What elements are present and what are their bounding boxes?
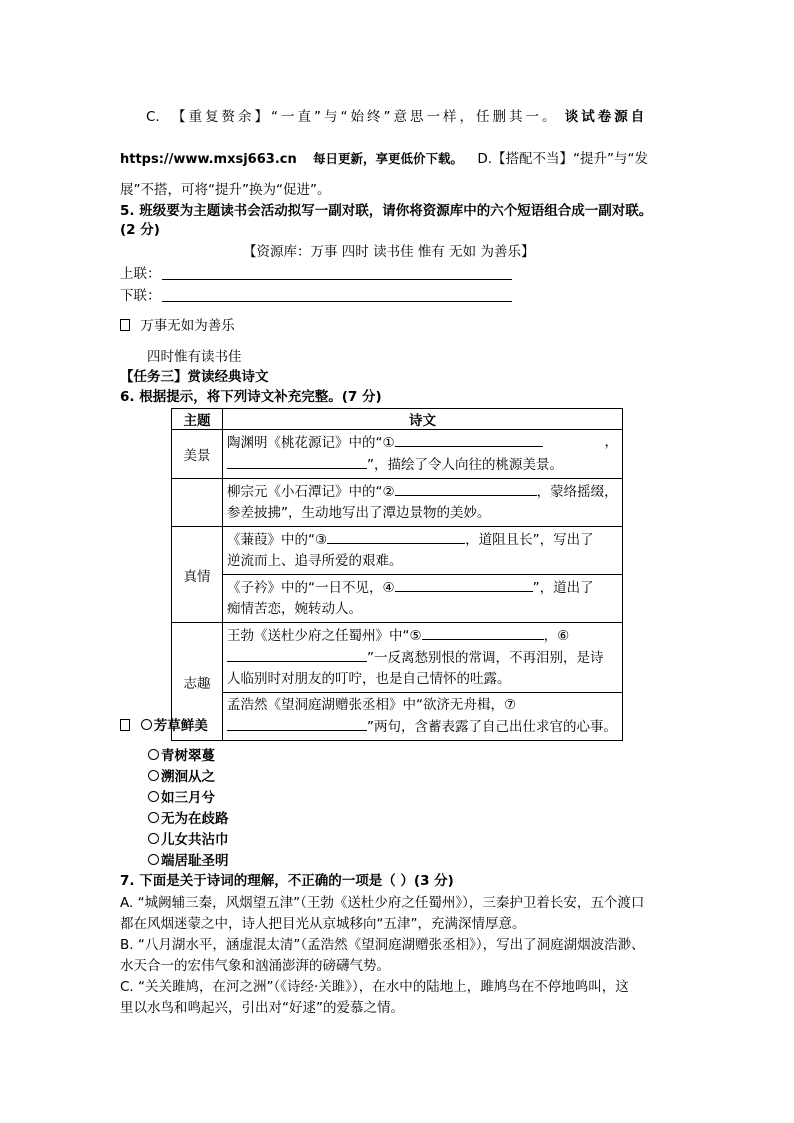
- poem-text: ”，描绘了令人向往的桃源美景。: [367, 457, 563, 473]
- circle-icon: [148, 791, 159, 802]
- answer-5-upper: 万事无如为善乐: [140, 318, 235, 334]
- blank-4[interactable]: [395, 577, 533, 592]
- upper-couplet-label: 上联：: [120, 266, 161, 282]
- answer-6-line1: [120, 716, 208, 736]
- circle-icon: [148, 812, 159, 823]
- poem-text: ”一反离愁别恨的常调，不再泪别，是诗: [367, 650, 604, 666]
- option-b-line2: 水天合一的宏伟气象和汹涌澎湃的磅礴气势。: [120, 958, 390, 974]
- header-topic: 主题: [172, 409, 223, 430]
- answer-6-item-row: [148, 809, 229, 829]
- source-url[interactable]: https://www.mxsj663.cn: [120, 152, 297, 167]
- circle-icon: [148, 854, 159, 865]
- poem-text: 人临别时对朋友的叮咛，也是自己情怀的吐露。: [227, 671, 511, 687]
- answer-6-item-row: [148, 851, 229, 871]
- poem-text: ”，道出了: [532, 580, 594, 596]
- poem-cell: [223, 527, 623, 575]
- url-line: [120, 149, 648, 170]
- poem-text: 《蒹葭》中的“③: [227, 532, 328, 548]
- poem-text: 逆流而上、追寻所爱的艰难。: [227, 553, 403, 569]
- answer-6-item: 青树翠蔓: [161, 748, 215, 764]
- table-row: [172, 430, 623, 479]
- answer-6-item-row: [148, 746, 215, 766]
- poem-cell: [223, 575, 623, 623]
- topic-cell: 真情: [172, 527, 223, 623]
- option-c7-line2: 里以水鸟和鸣起兴，引出对“好逑”的爱慕之情。: [120, 1000, 404, 1016]
- option-c7-line1: C. “关关雎鸠，在河之洲”（《诗经·关雎》），在水中的陆地上，雎鸠鸟在不停地鸣叫，这: [120, 979, 629, 995]
- option-c-line: [146, 107, 647, 127]
- answer-6-item: 溯洄从之: [161, 769, 215, 785]
- upper-couplet-blank[interactable]: [162, 279, 512, 280]
- option-b-line1: B. “八月湖水平，涵虚混太清”（孟浩然《望洞庭湖赠张丞相》），写出了洞庭湖烟波浩渺、: [120, 937, 645, 953]
- promo-update-text: 每日更新，享更低价下载。: [313, 151, 464, 166]
- answer-6-item-row: [148, 767, 215, 787]
- poem-text: ，道阻且长”，写出了: [465, 532, 594, 548]
- circle-icon: [148, 770, 159, 781]
- answer-6-item: 端居耻圣明: [161, 853, 229, 869]
- topic-cell-empty: [172, 479, 223, 527]
- poem-text: 王勃《送杜少府之任蜀州》中“⑤: [227, 628, 422, 644]
- poem-text: 孟浩然《望洞庭湖赠张丞相》中“欲济无舟楫，⑦: [227, 697, 517, 713]
- option-a-line1: A. “城阙辅三秦，风烟望五津”（王勃《送杜少府之任蜀州》），三秦护卫着长安，五个渡口: [120, 895, 645, 911]
- lower-couplet-blank[interactable]: [162, 301, 512, 302]
- answer-marker-icon: [120, 319, 130, 331]
- blank-3[interactable]: [327, 529, 465, 544]
- answer-6-item: 如三月兮: [161, 790, 215, 806]
- poem-table: [171, 408, 623, 741]
- question-5-score: (2 分): [120, 222, 160, 238]
- answer-6-item-row: [148, 788, 215, 808]
- table-header-row: [172, 409, 623, 430]
- answer-5-lower: 四时惟有读书佳: [147, 349, 242, 365]
- resource-bank: 【资源库：万事 四时 读书佳 惟有 无如 为善乐】: [243, 244, 535, 260]
- question-5-title: 5. 班级要为主题读书会活动拟写一副对联，请你将资源库中的六个短语组合成一副对联。: [120, 203, 653, 219]
- blank-1-cont[interactable]: [227, 454, 367, 469]
- poem-text: ，: [604, 434, 618, 450]
- poem-text: ”两句，含蓄表露了自己出仕求官的心事。: [367, 719, 617, 735]
- poem-cell: [223, 623, 623, 693]
- table-row: [172, 575, 623, 623]
- blank-1[interactable]: [395, 432, 543, 447]
- option-c-prefix: C.: [146, 109, 160, 125]
- promo-text: 谈试卷源自: [564, 109, 648, 125]
- blank-5[interactable]: [422, 625, 544, 640]
- circle-icon: [141, 719, 152, 730]
- blank-6[interactable]: [227, 647, 367, 662]
- blank-7[interactable]: [227, 716, 367, 731]
- table-row: [172, 693, 623, 741]
- lower-couplet-label: 下联：: [120, 288, 161, 304]
- answer-6-item: 儿女共沾巾: [161, 832, 229, 848]
- table-row: [172, 479, 623, 527]
- option-a-line2: 都在风烟迷蒙之中，诗人把目光从京城移向“五津”，充满深情厚意。: [120, 916, 526, 932]
- poem-cell: [223, 693, 623, 741]
- question-6-title: 6. 根据提示，将下列诗文补充完整。(7 分): [120, 389, 382, 405]
- answer-5-line1: [120, 316, 235, 336]
- option-d-continuation: 展”不搭，可将“提升”换为“促进”。: [120, 182, 331, 198]
- topic-cell: 志趣: [172, 623, 223, 741]
- table-row: [172, 623, 623, 693]
- circle-icon: [148, 833, 159, 844]
- option-c-text: 【重复赘余】“一直”与“始终”意思一样，任删其一。: [172, 109, 559, 125]
- poem-text: ，蒙络摇缀，: [536, 484, 618, 500]
- table-row: [172, 527, 623, 575]
- answer-6-item-row: [148, 830, 229, 850]
- poem-text: 陶渊明《桃花源记》中的“①: [227, 435, 395, 451]
- header-poem: 诗文: [223, 409, 623, 430]
- task-3-heading: 【任务三】赏读经典诗文: [120, 369, 269, 385]
- answer-marker-icon: [120, 719, 130, 731]
- blank-2[interactable]: [395, 481, 537, 496]
- poem-cell: [223, 430, 623, 479]
- answer-6-item: 无为在歧路: [161, 811, 229, 827]
- question-7-title: 7. 下面是关于诗词的理解，不正确的一项是（ ）(3 分): [120, 873, 454, 889]
- topic-cell: 美景: [172, 430, 223, 479]
- poem-text: 《子衿》中的“一日不见，④: [227, 580, 395, 596]
- option-d-text: D.【搭配不当】“提升”与“发: [477, 151, 648, 167]
- answer-6-item: 芳草鲜美: [153, 718, 208, 734]
- poem-text: ，⑥: [543, 628, 570, 644]
- poem-text: 痴情苦恋，婉转动人。: [227, 601, 362, 617]
- circle-icon: [148, 749, 159, 760]
- poem-text: 参差披拂”，生动地写出了潭边景物的美妙。: [227, 505, 491, 521]
- poem-text: 柳宗元《小石潭记》中的“②: [227, 484, 395, 500]
- poem-cell: [223, 479, 623, 527]
